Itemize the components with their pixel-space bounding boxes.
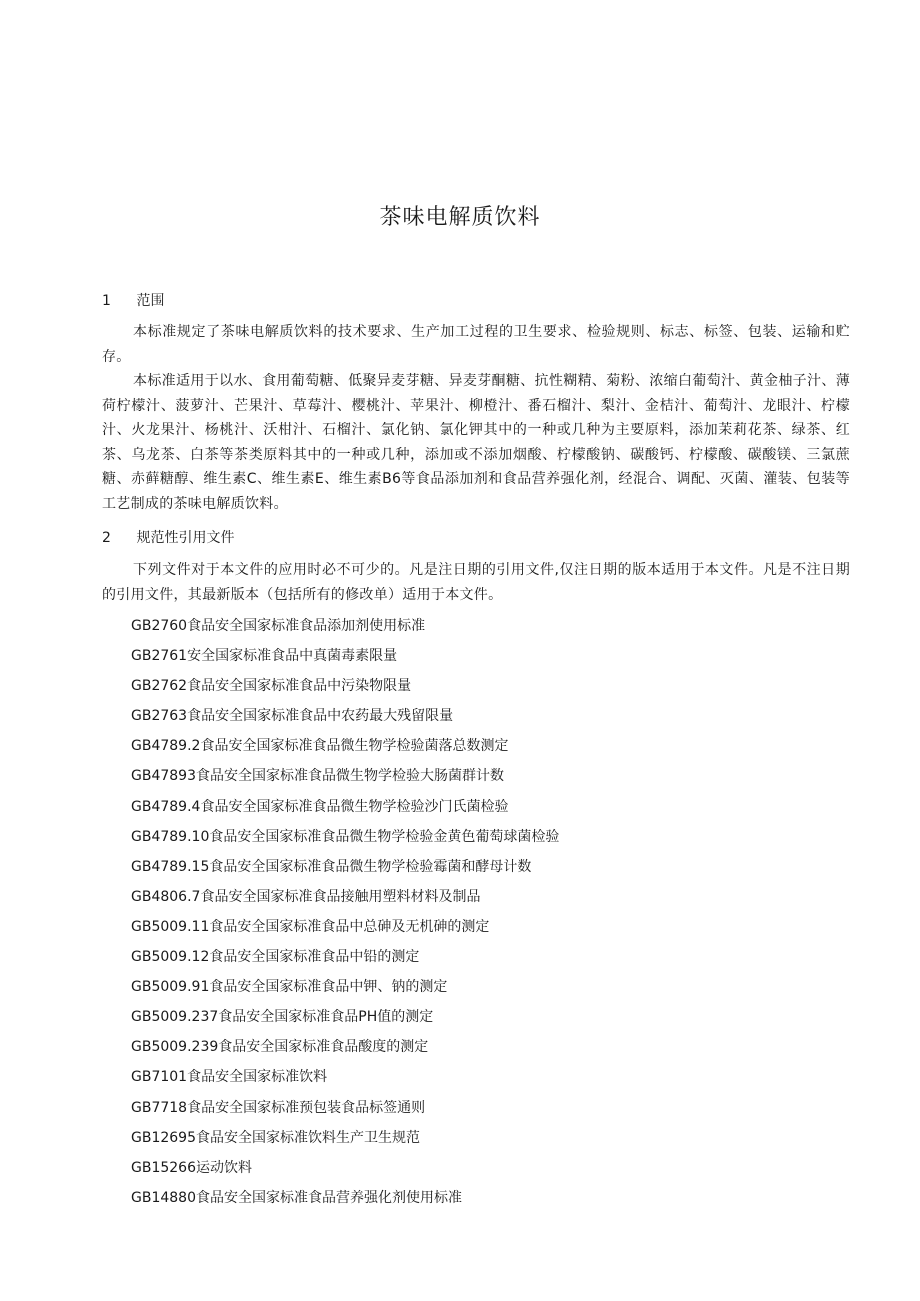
reference-item: GB4789.10食品安全国家标准食品微生物学检验金黄色葡萄球菌检验 xyxy=(131,828,560,845)
section-number: 1 xyxy=(102,293,111,309)
reference-item: GB2760食品安全国家标准食品添加剂使用标准 xyxy=(131,618,426,634)
section-title: 规范性引用文件 xyxy=(136,530,235,546)
section-title: 范围 xyxy=(136,293,165,309)
reference-item: GB5009.91食品安全国家标准食品中钾、钠的测定 xyxy=(131,979,448,996)
reference-item: GB5009.11食品安全国家标准食品中总砷及无机砷的测定 xyxy=(131,918,490,935)
reference-item: GB7101食品安全国家标准饮料 xyxy=(131,1069,328,1086)
reference-item: GB15266运动饮料 xyxy=(131,1159,252,1176)
reference-item: GB14880食品安全国家标准食品营养强化剂使用标准 xyxy=(131,1189,462,1206)
document-title: 茶味电解质饮料 xyxy=(379,205,541,230)
scope-paragraph-2: 本标准适用于以水、食用葡萄糖、低聚异麦芽糖、异麦芽酮糖、抗性糊精、菊粉、浓缩白葡萄汁、黄金柚子汁、薄荷柠檬汁、菠萝汁、芒果汁、草莓汁、樱桃汁、苹果汁、柳橙汁、番石榴汁、梨汁、金桔汁、葡萄汁、龙眼汁、柠檬汁、火龙果汁、杨桃汁、沃柑汁、石榴汁、氯化钠、氯化钾其中的一种或几种为主要原料，添加茉莉花茶、绿茶、红茶、乌龙茶、白茶等茶类原料其中的一种或几种，添加或不添加烟酸、柠檬酸钠、碳酸钙、柠檬酸、碳酸镁、三氯蔗糖、赤藓糖醇、维生素C、维生素E、维生素B6等食品添加剂和食品营养强化剂，经混合、调配、灭菌、灌装、包装等工艺制成的茶味电解质饮料。 xyxy=(102,373,850,512)
reference-list xyxy=(131,614,559,1216)
section-heading-normative-references xyxy=(102,527,234,547)
section-number: 2 xyxy=(102,530,111,546)
reference-item: GB2761安全国家标准食品中真菌毒素限量 xyxy=(131,648,398,665)
reference-item: GB47893食品安全国家标准食品微生物学检验大肠菌群计数 xyxy=(131,768,504,785)
reference-item: GB4789.4食品安全国家标准食品微生物学检验沙门氏菌检验 xyxy=(131,798,509,815)
section-heading-scope xyxy=(102,290,164,310)
references-intro-paragraph: 下列文件对于本文件的应用时必不可少的。凡是注日期的引用文件,仅注日期的版本适用于本文件。凡是不注日期的引用文件，其最新版本（包括所有的修改单）适用于本文件。 xyxy=(102,562,850,603)
reference-item: GB7718食品安全国家标准预包装食品标签通则 xyxy=(131,1099,426,1116)
reference-item: GB2763食品安全国家标准食品中农药最大残留限量 xyxy=(131,708,454,725)
reference-item: GB4789.15食品安全国家标准食品微生物学检验霉菌和酵母计数 xyxy=(131,858,532,875)
reference-item: GB5009.237食品安全国家标准食品PH值的测定 xyxy=(131,1009,434,1026)
reference-item: GB12695食品安全国家标准饮料生产卫生规范 xyxy=(131,1129,420,1146)
reference-item: GB4806.7食品安全国家标准食品接触用塑料材料及制品 xyxy=(131,888,481,905)
reference-item: GB5009.239食品安全国家标准食品酸度的测定 xyxy=(131,1039,429,1056)
scope-paragraph-1: 本标准规定了茶味电解质饮料的技术要求、生产加工过程的卫生要求、检验规则、标志、标签、包装、运输和贮存。 xyxy=(102,324,850,365)
reference-item: GB5009.12食品安全国家标准食品中铅的测定 xyxy=(131,949,420,966)
reference-item: GB4789.2食品安全国家标准食品微生物学检验菌落总数测定 xyxy=(131,738,509,755)
reference-item: GB2762食品安全国家标准食品中污染物限量 xyxy=(131,678,412,695)
